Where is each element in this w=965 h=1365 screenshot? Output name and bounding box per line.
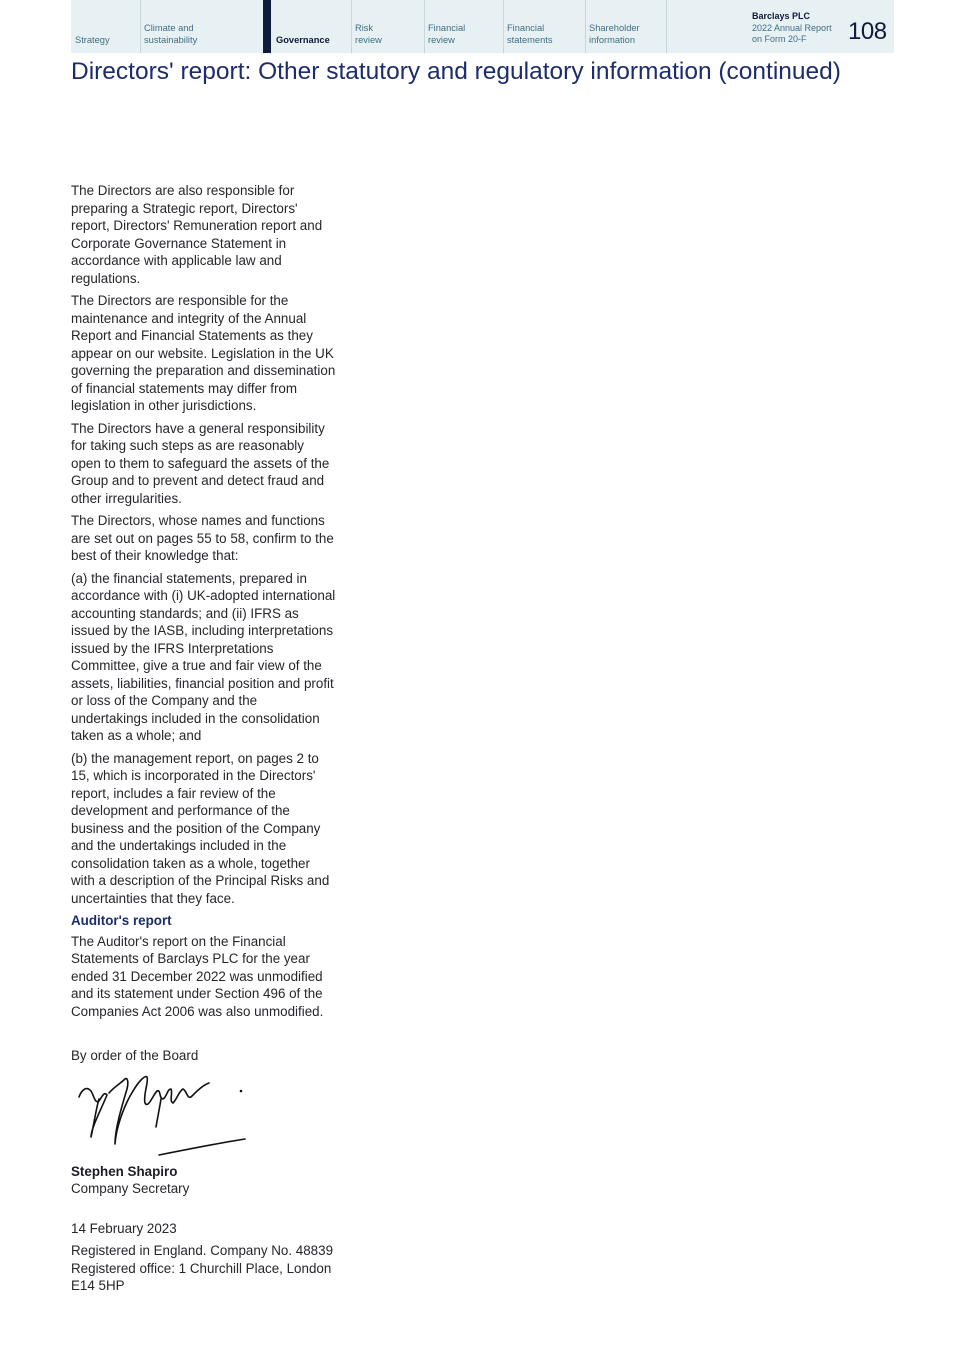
tab-governance[interactable] [263, 0, 351, 53]
tab-climate-and-sustainability[interactable] [140, 0, 263, 53]
tab-shareholder-information[interactable] [585, 0, 666, 53]
signoff-date: 14 February 2023 [71, 1220, 177, 1236]
tab-shareholder-label: Shareholder information [589, 23, 640, 45]
nav-spacer [666, 0, 670, 53]
tab-governance-label: Governance [276, 34, 330, 45]
tab-financial-review-label: Financial review [428, 23, 466, 45]
company-name: Barclays PLC [752, 11, 811, 21]
tab-financial-statements[interactable] [503, 0, 585, 53]
page-title: Directors' report: Other statutory and regulatory information (continued) [71, 58, 841, 85]
paragraph-responsibility-reports: The Directors are also responsible for preparing a Strategic report, Directors' report, Directors' Remuneration report and Corporate Governance Statement in accordance with applicable law and regulations. [71, 183, 323, 286]
signoff-block [71, 1047, 337, 1295]
paragraph-auditor-report: The Auditor's report on the Financial Statements of Barclays PLC for the year ended 31 December 2022 was unmodified and its statement under Section 496 of the Companies Act 2006 was also unmodified. [71, 933, 324, 1019]
tab-strategy[interactable] [71, 0, 140, 53]
tab-financial-statements-label: Financial statements [507, 23, 553, 45]
auditor-report-heading: Auditor's report [71, 913, 172, 928]
report-name-line-2: on Form 20-F [752, 34, 807, 44]
paragraph-website-integrity: The Directors are responsible for the maintenance and integrity of the Annual Report and Financial Statements as they appear on our website. Legislation in the UK governing the preparation and dissemination of financial statements may differ from legislation in other jurisdictions. [71, 293, 336, 413]
by-order-text: By order of the Board [71, 1048, 199, 1063]
registration-number: Registered in England. Company No. 48839 [71, 1243, 334, 1258]
tab-climate-label: Climate and sustainability [144, 23, 198, 45]
report-name-line-1: 2022 Annual Report [752, 22, 832, 33]
report-identity [752, 11, 832, 46]
paragraph-safeguard-assets: The Directors have a general responsibility for taking such steps as are reasonably open to them to safeguard the assets of the Group and to prevent and detect fraud and other irregularities. [71, 420, 330, 506]
registered-office: Registered office: 1 Churchill Place, London E14 5HP [71, 1260, 332, 1293]
signer-name: Stephen Shapiro [71, 1163, 178, 1179]
body-column [71, 182, 337, 1025]
page-number: 108 [848, 18, 887, 45]
tab-strategy-label: Strategy [75, 34, 110, 45]
paragraph-confirmation-a: (a) the financial statements, prepared in accordance with (i) UK-adopted international accounting standards; and (ii) IFRS as issued by the IASB, including interpretations issued by the IFRS Interpretations Committee, give a true and fair view of the assets, liabilities, financial position and profit or loss of the Company and the undertakings included in the consolidation taken as a whole; and [71, 570, 336, 743]
signature-image [69, 1069, 249, 1161]
tab-financial-review[interactable] [424, 0, 503, 53]
paragraph-directors-confirm: The Directors, whose names and functions are set out on pages 55 to 58, confirm to the best of their knowledge that: [71, 513, 334, 563]
tab-risk-label: Risk review [355, 23, 382, 45]
paragraph-confirmation-b: (b) the management report, on pages 2 to 15, which is incorporated in the Directors' report, includes a fair review of the development and performance of the business and the position of the Company and the undertakings included in the consolidation taken as a whole, together with a description of the Principal Risks and uncertainties that they face. [71, 750, 330, 906]
tab-risk-review[interactable] [351, 0, 424, 53]
signer-role: Company Secretary [71, 1181, 190, 1196]
